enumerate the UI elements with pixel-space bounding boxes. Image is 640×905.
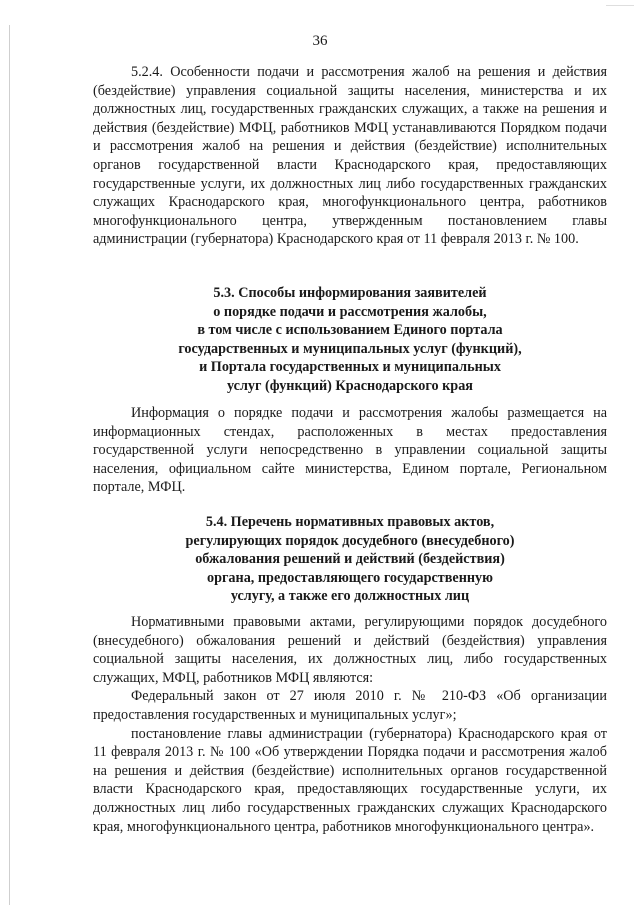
section-5-3-body xyxy=(93,404,607,497)
heading-line: о порядке подачи и рассмотрения жалобы, xyxy=(213,303,487,320)
heading-line: органа, предоставляющего государственную xyxy=(207,569,493,586)
heading-line: государственных и муниципальных услуг (функций), xyxy=(178,340,522,357)
scan-edge-line xyxy=(9,25,10,905)
paragraph-decree: постановление главы администрации (губернатора) Краснодарского края от 11 февраля 2013 г. № 100 «Об утверждении Порядка подачи и рассмотрения жалоб на решения и действия (бездействие) исполнительных органов государственной власти Краснодарского края, предоставляющих государственные услуги, их должностных лиц либо государственных гражданских служащих Краснодарского края, многофункционального центра, работников многофункционального центра». xyxy=(93,725,607,835)
paragraph-5-2-4: 5.2.4. Особенности подачи и рассмотрения жалоб на решения и действия (бездействие) управления социальной защиты населения, министерства и их должностных лиц, государственных гражданских служащих, а также на решения и действия (бездействие) МФЦ, работников МФЦ устанавливаются Порядком подачи и рассмотрения жалоб на решения и действия (бездействие) исполнительных органов государственной власти Краснодарского края, предоставляющих государственные услуги, их должностных лиц либо государственных гражданских служащих Краснодарского края, многофункционального центра, работников многофункционального центра, утвержденным постановлением главы администрации (губернатора) Краснодарского края от 11 февраля 2013 г. № 100. xyxy=(93,64,607,248)
heading-line: 5.3. Способы информирования заявителей xyxy=(213,285,487,301)
section-5-4-body xyxy=(93,613,607,836)
heading-line: услуг (функций) Краснодарского края xyxy=(227,377,473,394)
section-5-2-4 xyxy=(93,63,607,249)
scan-mark xyxy=(606,5,634,6)
paragraph-5-3: Информация о порядке подачи и рассмотрения жалобы размещается на информационных стендах, расположенных в местах предоставления государственной услуги непосредственно в управлении социальной защиты населения, официальном сайте министерства, Едином портале, Региональном портале, МФЦ. xyxy=(93,405,607,496)
page-number: 36 xyxy=(312,33,328,49)
heading-5-3 xyxy=(90,284,610,396)
heading-line: и Портала государственных и муниципальных xyxy=(199,359,501,376)
heading-line: регулирующих порядок досудебного (внесудебного) xyxy=(185,532,515,549)
heading-line: 5.4. Перечень нормативных правовых актов, xyxy=(205,514,495,530)
heading-line: обжалования решений и действий (бездействия) xyxy=(195,551,505,568)
heading-line: услугу, а также его должностных лиц xyxy=(230,588,470,605)
paragraph-5-4-intro: Нормативными правовыми актами, регулирующими порядок досудебного (внесудебного) обжалования решений и действий (бездействия) управления социальной защиты населения, их должностных лиц, либо государственных служащих, МФЦ, работников МФЦ являются: xyxy=(93,614,607,686)
heading-5-4 xyxy=(90,513,610,606)
heading-line: в том числе с использованием Единого портала xyxy=(197,322,503,339)
paragraph-federal-law: Федеральный закон от 27 июля 2010 г. № 210-ФЗ «Об организации предоставления государственных и муниципальных услуг»; xyxy=(93,688,607,723)
